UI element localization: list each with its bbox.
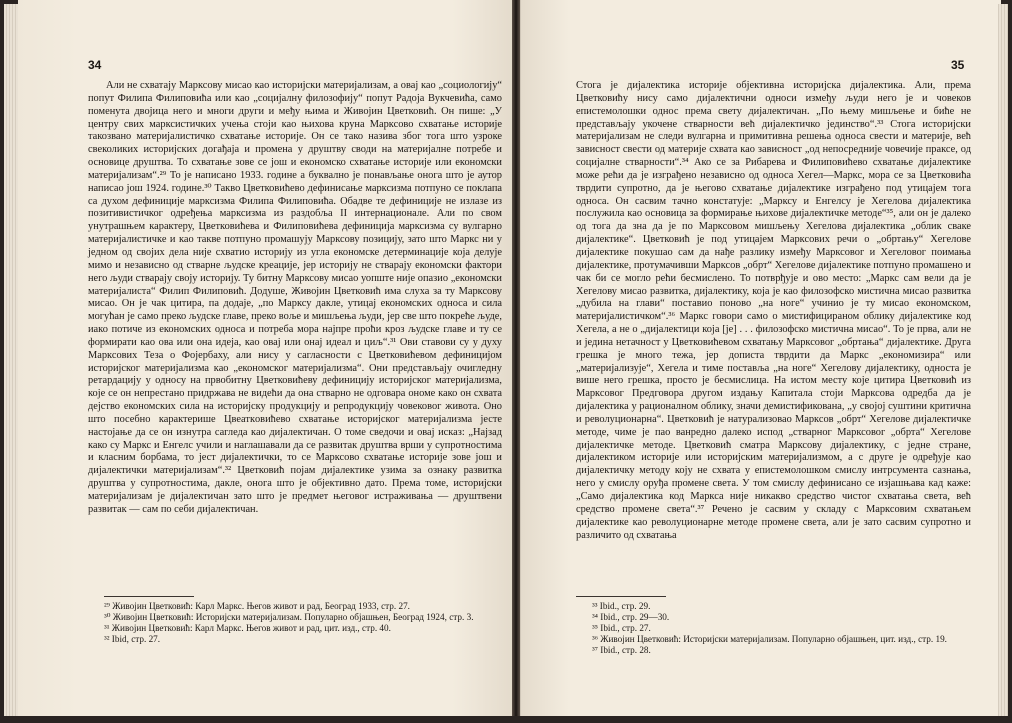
page-number: 34 — [88, 58, 102, 72]
footnote: ²⁹ Живојин Цветковић: Карл Маркс. Његов живот и рад, Београд 1933, стр. 27. — [104, 601, 410, 611]
page-number: 35 — [951, 58, 965, 72]
body-text — [576, 80, 971, 542]
footnotes — [88, 601, 502, 645]
footnote: ³² Ibid, стр. 27. — [104, 634, 161, 644]
footnote: ³¹ Живојин Цветковић: Карл Маркс. Његов живот и рад, цит. изд., стр. 40. — [104, 623, 391, 633]
footnote: ³⁷ Ibid., стр. 28. — [592, 645, 651, 655]
body-text — [88, 80, 502, 517]
footnote: ³⁵ Ibid., стр. 27. — [592, 623, 651, 633]
footnote: ³⁶ Живојин Цветковић: Историјски материјализам. Популарно објашњен, цит. изд., стр. 19. — [592, 634, 947, 644]
footnote: ³⁴ Ibid., стр. 29—30. — [592, 612, 670, 622]
book-gutter — [512, 0, 520, 716]
footnote-rule — [576, 596, 666, 597]
paragraph: Стога је дијалектика историје објективна историјска дијалектика. Али, према Цветковићу нису само дијалектични односи између људи него је и човеков епистемолошки однос према свету дијалектичан. „По њему мишљење и биће не представљају укочене стварности већ дијалектичко јединство“.³³ Стога историјски материјализам не следи вулгарна и примитивна решења односа свести и материје, већ зависност свести од материје схвата као зависност „од непосредније човечије праксе, од социјалне стварности“.³⁴ Ако се за Рибарева и Филиповићево схватање дијалектике може рећи да је изграђено независно од односа Хегел—Маркс, мора се за Цветковића тврдити супротно, да је његово схватање дијалектике изграђено под утицајем тога односа. Он сасвим тачно констатује: „Марксу и Енгелсу је Хегелова дијалектика послужила као основица за формирање њихове дијалектичке методе“³⁵, али он је далеко од тога да зна да је по Марксовом мишљењу Хегелова дијалектика „облик сваке дијалектике“. Цветковић је под утицајем Марксових речи о „обртању“ Хегелове дијалектике покушао сам да нађе разлику између Марксовог и Хегеловог поимања дијалектике, протумачивши Марксов „обрт“ Хегелове дијалектике потпуно промашено и чак би се могло рећи бесмислено. То потврђује и ово место: „Маркс сам вели да је Хегелову мисао развитка, дијалектику, која је као филозофско мистична мисао развитка „дубила на глави“ поставио поново „на ноге“ учинио је ту мисао економском, материјалистичком“.³⁶ Маркс говори само о мистифицираном облику дијалектике код Хегела, а не о „дијалектици која [је] . . . филозофско мистична мисао“. То је прва, али не и једина нетачност у Цветковићевом схватању Марксовог „обртања“ дијалектике. Друга грешка је много тежа, јер дописта тврдити да Маркс „економизира“ или „материјализује“, Хегела и тиме поставља „на ноге“ Хегелову дијалектику, односта је више него грешка, просто је бесмислица. На истом месту које цитира Цветковић из Марксовог Предговора другом издању Капитала стоји Марксова одредба да је дијалектика у рационалном облику, значи демистификована, „у својој суштини критична и револуционарна“. Цветковић је натурализовао Марксов „обрт“ Хегелове дијалектичке методе, чиме је пао ванредно далеко испод „стварног Марксовог „обрта“ Хегелове дијалектичке методе. Цветковић сматра Марксову дијалектику, с једне стране, дијалектиком историје или историјским материјализмом, а с друге је одређује као дијалектичку методу коју не схвата у епистемолошком смислу интрсумента сазнања, него у смислу оруђа промене света. У том смислу дефинисано се изјашњава кад каже: „Само дијалектика код Маркса није никакво средство чистог схватања света, већ средство промене света“.³⁷ Речено је сасвим у складу с Марксовим схватањем дијалектике као револуционарне методе промене света, али је зато сасвим супротно и различито од схватања — [576, 80, 971, 541]
footnotes — [576, 601, 971, 656]
left-page — [18, 0, 513, 716]
page-edges-right — [998, 4, 1008, 716]
footnote: ³³ Ibid., стр. 29. — [592, 601, 651, 611]
footnote-rule — [104, 596, 194, 597]
footnote: ³⁰ Живојин Цветковић: Историјски материјализам. Популарно објашњен, Београд 1924, стр. 3. — [104, 612, 474, 622]
paragraph: Али не схватају Марксову мисао као историјски материјализам, а овај као „социологију“ попут Филипа Филиповића или као „социјалну филозофију“ попут Радоја Вукчевића, само поменута двојица него и многи други и међу њима и Живојин Цветковић. Он пише: „У центру свих марксистичких учења стоји као њихова круна Марксово схватање историје такозвано материјалистичко схватање историје. Он се тако назива због тога што узроке свеколиких историјских догађаја и промена у друштву своди на материјалне потребе и основице друштва. То схватање зове се још и економско схватање историје или економски материјализам“.²⁹ То је написано 1933. године а буквално је понављање онога што је аутор написао још 1924. године.³⁰ Такво Цветковићево дефинисање марксизма потпуно се поклапа са духом дефиниције марксизма Филипа Филиповића. Обадве те дефиниције не излазе из позитивистичког одређења марксизма из раздобља II интернационале. Али по свом унутрашњем карактеру, Цветковићева и Филиповићева дефиниција марксизма су вулгарно материјалистичке и као такве потпуно промашују Марксову позицију, зато што Маркс ни у једном од својих дела није схватио историју из угла економске детерминације која делује мимо и независно од стварне људске креације, јер историју не стварају економски фактори него људи стварају своју историју. Ту битну Марксову мисао уопште није опазио „економски материјалиста“ Филип Филиповић. Додуше, Живојин Цветковић има слуха за ту Марксову мисао. Он је чак цитира, па додаје, „по Марксу дакле, утицај економских односа и сила могућан је само преко људске главе, преко воље и мишљења људи, јер све што покреће људе, иако потиче из економских односа и потреба мора најпре проћи кроз људске главе и ту се формирати као ова или она идеја, као овај или онај идеал и циљ“.³¹ Ови ставови су у духу Марксових Теза о Фојербаху, али нису у сагласности с Цветковићевом дефиницијом историјског материјализма као „економског материјализма“. Они представљају очигледну ретардацију у односу на првобитну Цветковићеву дефиницију историјског материјализма, које се он непрестано придржава не видећи да она стварно не одговара ономе како он схвата дејство економских сила на историјску продукцију и репродукцију човековог живота. Оно што посебно карактерише Цвеаткoвићево схватање историјског материјализма јесте настојање да се он изнутра сагледа као дијалектичан. О томе сведочи и овај исказ: „Најзад како су Маркс и Енгелс учили и наглашавали да се развитак друштва врши у супротностима и класним борбама, то јест дијалектички, то се Марксово схватање историје зове још и дијалектички материјализам“.³² Цветковић појам дијалектике узима за ознаку развитка друштва у супротностима, дакле, онога што је објективно дато. Према томе, историјски материјализам је дијалектичан зато што је предмет његовог истраживања — друштвени развитак — сам по себи дијалектичан. — [88, 80, 502, 515]
right-page — [520, 0, 1001, 716]
